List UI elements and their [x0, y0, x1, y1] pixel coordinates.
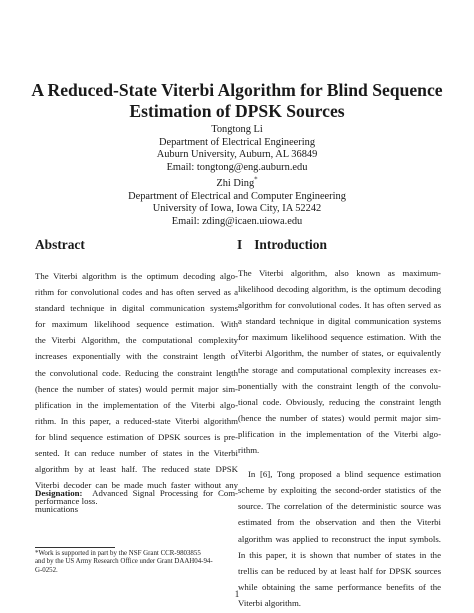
abstract-line: algorithm by at least half. The reduced state DPSK	[35, 464, 238, 475]
abstract-line: the Viterbi Algorithm, the computational complexity	[35, 335, 238, 346]
author-block	[0, 124, 474, 175]
author-email: Email: tongtong@eng.auburn.edu	[166, 162, 308, 174]
abstract-line: The Viterbi algorithm is the optimum decoding algo-	[35, 271, 238, 281]
abstract-line: Viterbi decoder can be made much faster without any	[35, 480, 238, 491]
text-line: algorithm was applied to reconstruct the input symbols.	[238, 533, 441, 544]
title-line: A Reduced-State Viterbi Algorithm for Blind Sequence	[31, 80, 443, 100]
text-line: Viterbi algorithm.	[238, 597, 301, 608]
text-line: Viterbi Algorithm, the number of states, or equivalently	[238, 348, 441, 359]
title-line: Estimation of DPSK Sources	[129, 101, 345, 121]
text-line: rithm.	[238, 445, 260, 456]
footnote-marker: *	[254, 175, 258, 184]
text-line: The Viterbi algorithm, also known as maximum-	[238, 268, 441, 278]
abstract-line: rithm for convolutional codes and has often served as a	[35, 287, 238, 298]
abstract-line: the convolutional code. Reducing the constraint length	[35, 367, 238, 378]
introduction-text	[238, 265, 441, 611]
text-line: (hence the number of states) would permit major sim-	[238, 412, 441, 423]
keywords	[35, 485, 238, 517]
abstract-line: increases exponentially with the constraint length of	[35, 351, 238, 362]
text-line: the storage and computational complexity increases ex-	[238, 364, 441, 375]
text-line: likelihood decoding algorithm, is the optimum decoding	[238, 284, 441, 295]
text-line: a standard technique in digital communication systems	[238, 316, 441, 327]
text-line: for maximum likelihood sequence estimation. With the	[238, 332, 441, 343]
text-line: tional code. Obviously, reducing the constraint length	[238, 396, 441, 407]
abstract-line: rithm. In this paper, a reduced-state Viterbi algorithm	[35, 415, 238, 426]
author-name: Zhi Ding	[216, 178, 255, 189]
abstract-line: for blind sequence estimation of DPSK sources is pre-	[35, 431, 238, 442]
text-line: ponentially with the constraint length of the convolu-	[238, 380, 441, 391]
author-department: Department of Electrical and Computer Engineering	[128, 190, 346, 202]
abstract-line: standard technique in digital communication systems	[35, 303, 238, 314]
abstract-line: for maximum likelihood sequence estimation. With	[35, 319, 238, 330]
author-name-line	[0, 175, 474, 191]
author-name: Tongtong Li	[211, 124, 263, 135]
abstract-line: plification in the implementation of the Viterbi algo-	[35, 399, 238, 410]
author-department: Department of Electrical Engineering	[158, 136, 316, 148]
footnote-line: G-0252.	[35, 566, 58, 574]
keywords-line	[35, 485, 238, 501]
introduction-heading	[237, 237, 327, 253]
author-address: University of Iowa, Iowa City, IA 52242	[152, 203, 322, 215]
text-line: scheme by exploiting the second-order statistics of the	[238, 485, 441, 496]
footnote-line: and by the US Army Research Office under Grant DAAH04-94-	[35, 558, 213, 566]
keywords-text: Advanced Signal Processing for Com-	[92, 488, 238, 498]
footnote-rule	[35, 547, 115, 548]
text-line: In [6], Tong proposed a blind sequence estimation	[248, 469, 441, 480]
abstract-line: performance loss.	[35, 496, 98, 507]
footnote	[35, 550, 238, 575]
author-address: Auburn University, Auburn, AL 36849	[156, 149, 318, 161]
text-line: source. The correlation of the deterministic source was	[238, 501, 441, 512]
text-line: while obtaining the same performance benefits of the	[238, 581, 441, 592]
keywords-line: munications	[35, 504, 79, 515]
text-line: algorithm for convolutional codes. It has often served as	[238, 300, 441, 311]
paper-title	[0, 80, 474, 122]
abstract-line: (hence the number of states) would permit major sim-	[35, 383, 238, 394]
text-line: plification in the implementation of the Viterbi algo-	[238, 428, 441, 439]
paragraph	[238, 265, 441, 458]
text-line: estimated from the observation and then the Viterbi	[238, 517, 441, 528]
text-line: In this paper, it is shown that number of states in the	[238, 549, 441, 560]
abstract-text	[35, 268, 238, 509]
abstract-heading: Abstract	[35, 237, 85, 252]
page-number: 1	[234, 589, 240, 599]
section-number: I	[237, 237, 243, 252]
section-title: Introduction	[254, 237, 327, 252]
footnote-line: *Work is supported in part by the NSF Grant CCR-9803855	[35, 550, 201, 557]
author-email: Email: zding@icaen.uiowa.edu	[171, 216, 303, 228]
abstract-line: sented. It can reduce number of states in the Viterbi	[35, 448, 238, 459]
text-line: trellis can be reduced by at least half for DPSK sources	[238, 565, 441, 576]
keywords-label: Designation:	[35, 488, 83, 498]
author-block	[0, 175, 474, 229]
